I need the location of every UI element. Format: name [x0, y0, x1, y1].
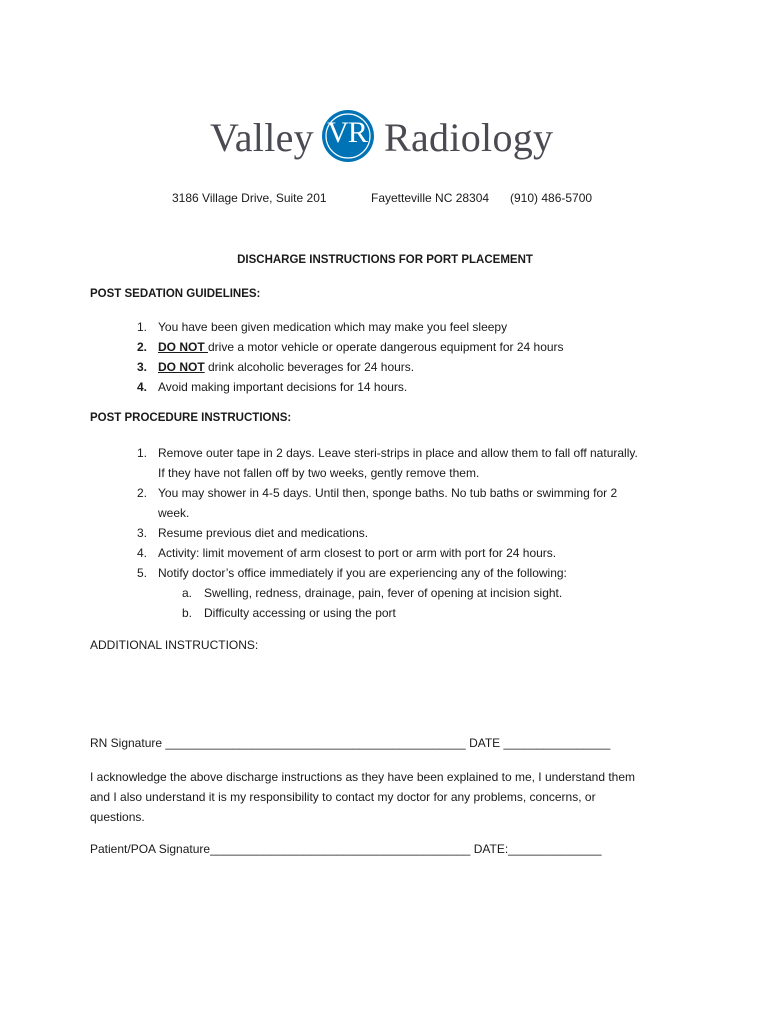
item-number: 3. [136, 360, 147, 374]
logo-vr-text: VR [327, 116, 367, 149]
item-number: 4. [136, 546, 147, 560]
sedation-heading: POST SEDATION GUIDELINES: [90, 288, 261, 300]
document-title: DISCHARGE INSTRUCTIONS FOR PORT PLACEMENT [237, 254, 533, 266]
rn-signature-line[interactable]: _____________________________________________ [165, 736, 466, 750]
item-text: Difficulty accessing or using the port [204, 606, 396, 620]
address-phone: (910) 486-5700 [510, 191, 593, 205]
item-text: Notify doctor’s office immediately if you are experiencing any of the following: [158, 566, 567, 580]
item-text [158, 337, 564, 357]
item-text-rest: drive a motor vehicle or operate dangerous equipment for 24 hours [208, 340, 564, 354]
patient-signature-label: Patient/POA Signature [90, 842, 211, 856]
procedure-heading: POST PROCEDURE INSTRUCTIONS: [90, 412, 292, 424]
patient-date-label: DATE: [473, 842, 509, 856]
rn-date-line[interactable]: ________________ [503, 736, 611, 750]
patient-signature-line[interactable]: _______________________________________ [210, 842, 471, 856]
rn-signature-row [90, 736, 610, 750]
address-city: Fayetteville NC 28304 [371, 191, 490, 205]
item-text: You may shower in 4-5 days. Until then, sponge baths. No tub baths or swimming for 2 [158, 486, 618, 500]
item-letter: b. [181, 606, 192, 620]
item-text: Remove outer tape in 2 days. Leave steri-strips in place and allow them to fall off naturally. [158, 446, 638, 460]
item-number: 1. [136, 320, 147, 334]
acknowledgement-line: I acknowledge the above discharge instructions as they have been explained to me, I understand them [90, 770, 636, 784]
address-line [0, 191, 770, 261]
do-not-emphasis: DO NOT [158, 360, 205, 374]
item-number: 5. [136, 566, 147, 580]
item-text: Avoid making important decisions for 14 hours. [158, 380, 408, 394]
valley-radiology-logo [210, 98, 554, 178]
item-number: 4. [136, 380, 147, 394]
item-number: 1. [136, 446, 147, 460]
item-text [158, 357, 414, 377]
acknowledgement-line: and I also understand it is my responsibility to contact my doctor for any problems, concerns, or [90, 790, 596, 804]
item-number: 2. [136, 340, 147, 354]
address-street: 3186 Village Drive, Suite 201 [172, 191, 327, 205]
rn-signature-label: RN Signature [90, 736, 163, 750]
item-text: Swelling, redness, drainage, pain, fever of opening at incision sight. [204, 586, 563, 600]
logo-word-valley: Valley [210, 115, 314, 160]
item-text: If they have not fallen off by two weeks, gently remove them. [158, 466, 480, 480]
item-text: Activity: limit movement of arm closest to port or arm with port for 24 hours. [158, 546, 557, 560]
acknowledgement-paragraph [90, 767, 690, 827]
item-number: 2. [136, 486, 147, 500]
logo-vr-mark [310, 98, 382, 178]
item-text: Resume previous diet and medications. [158, 526, 369, 540]
acknowledgement-line: questions. [90, 810, 145, 824]
rn-date-label: DATE [469, 736, 501, 750]
do-not-emphasis: DO NOT [158, 340, 208, 354]
logo-word-radiology: Radiology [384, 115, 554, 160]
patient-date-line[interactable]: ______________ [508, 842, 602, 856]
item-number: 3. [136, 526, 147, 540]
item-letter: a. [181, 586, 192, 600]
item-text: week. [158, 506, 190, 520]
item-text-rest: drink alcoholic beverages for 24 hours. [204, 360, 415, 374]
patient-signature-row [90, 842, 602, 856]
additional-instructions-heading: ADDITIONAL INSTRUCTIONS: [90, 638, 259, 652]
item-text: You have been given medication which may make you feel sleepy [158, 320, 508, 334]
